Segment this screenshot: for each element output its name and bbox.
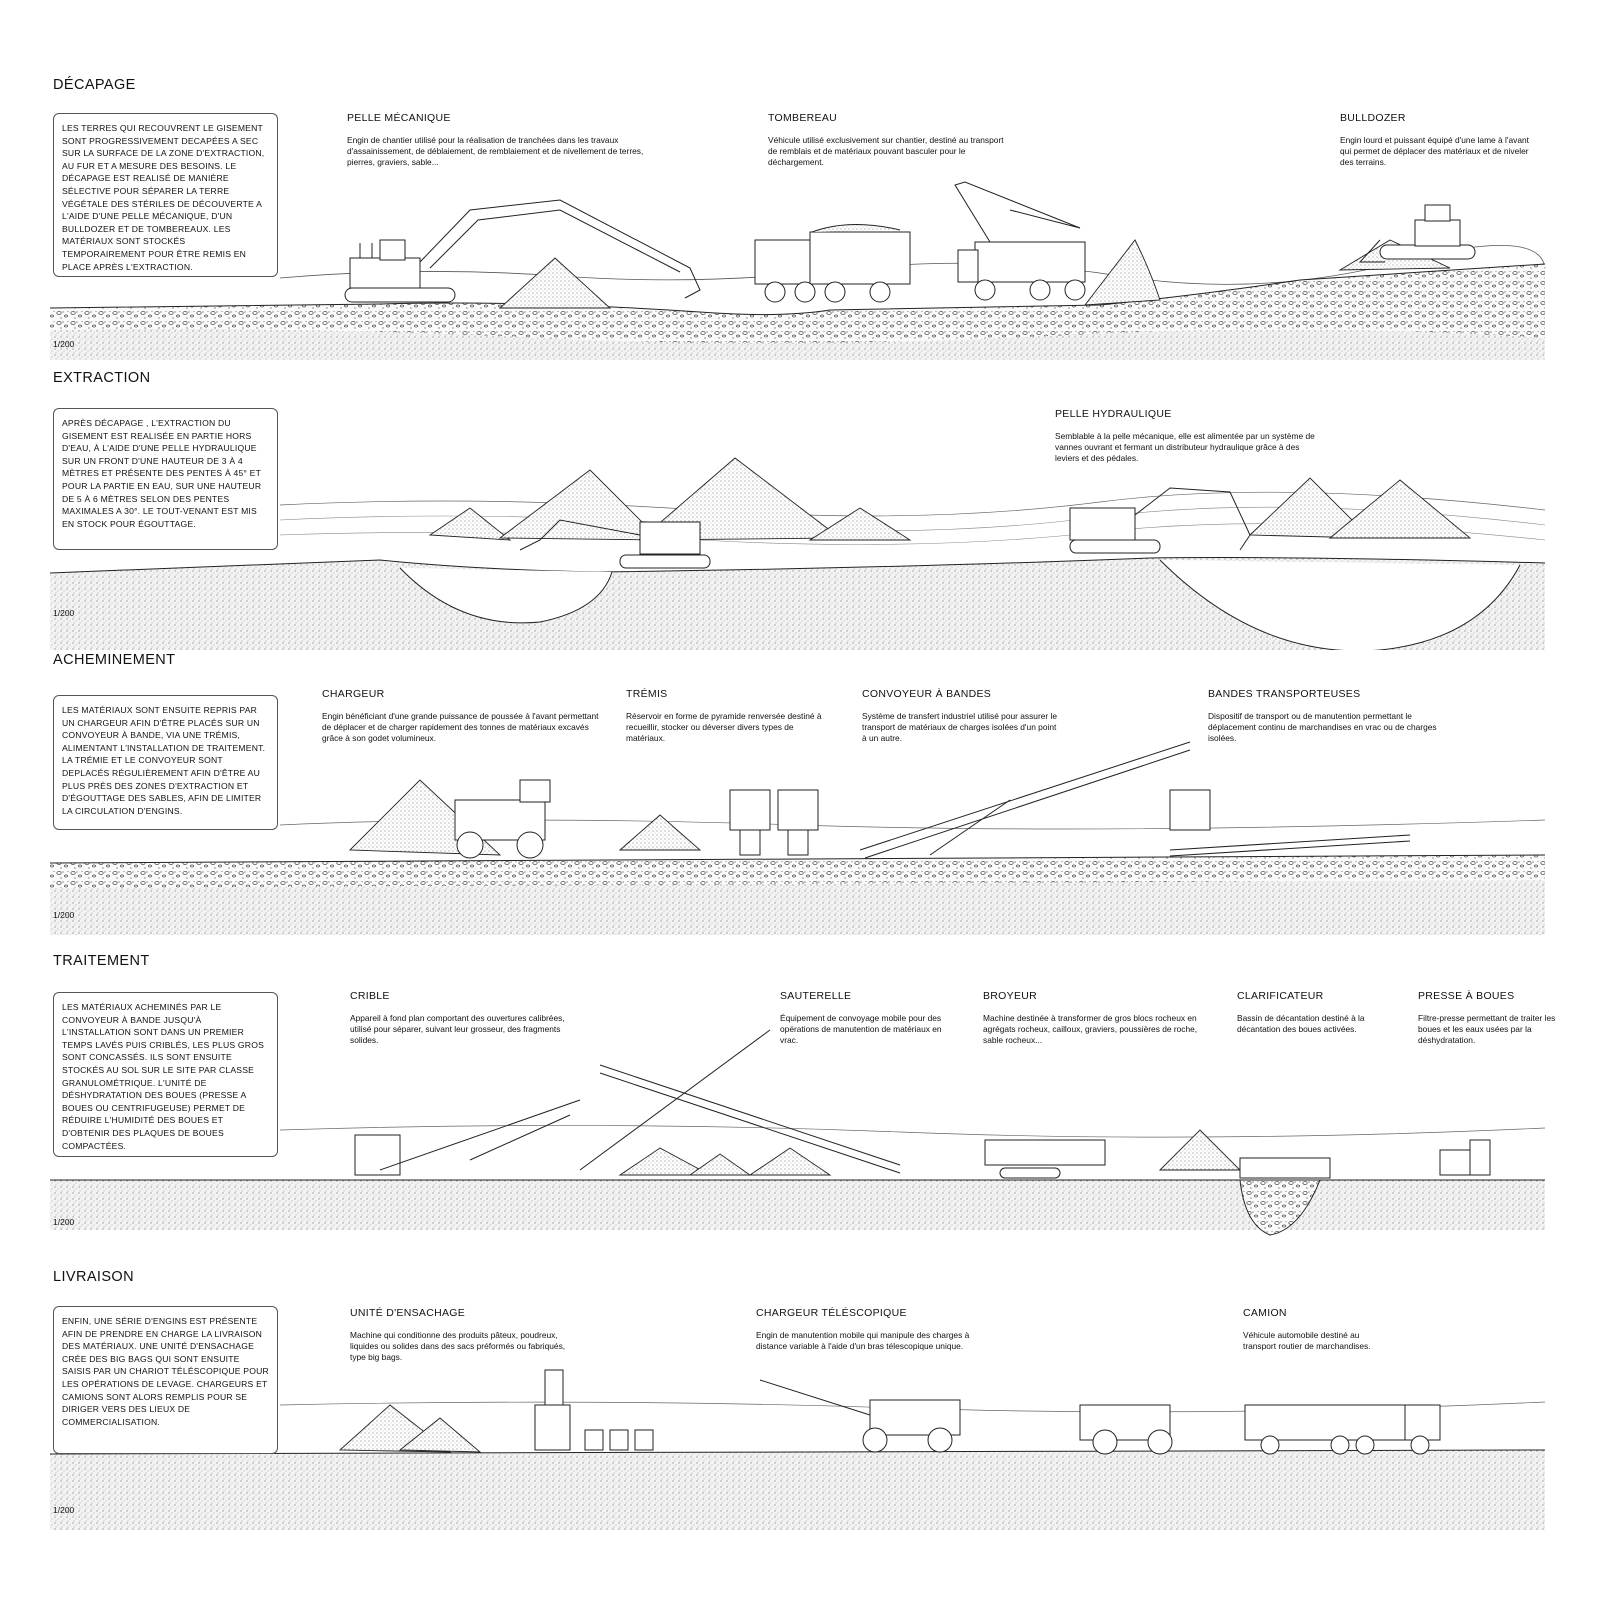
machine-description: Machine qui conditionne des produits pâteux, poudreux, liquides ou solides dans des sacs préformés ou fabriqués, type big bags. bbox=[350, 1330, 566, 1362]
machine-bulldozer bbox=[1340, 112, 1540, 168]
conveyor-drawing bbox=[860, 742, 1190, 858]
machine-chargeur bbox=[322, 688, 607, 744]
machine-broyeur bbox=[983, 990, 1198, 1046]
machine-title: CHARGEUR TÉLÉSCOPIQUE bbox=[756, 1307, 907, 1319]
machine-description: Réservoir en forme de pyramide renversée destiné à recueillir, stocker ou déverser divers types de matériaux. bbox=[626, 711, 822, 743]
machine-bandes-transporteuses bbox=[1208, 688, 1438, 744]
dump-truck-drawing bbox=[755, 224, 910, 302]
section-title: TRAITEMENT bbox=[53, 953, 150, 969]
section-livraison bbox=[0, 1240, 1600, 1600]
stacker-drawing bbox=[580, 1030, 900, 1173]
machine-description: Véhicule utilisé exclusivement sur chantier, destiné au transport de remblais et de matériaux pouvant basculer pour le déchargement. bbox=[768, 135, 1004, 167]
machine-unite-d-ensachage bbox=[350, 1307, 580, 1363]
machine-title: PELLE MÉCANIQUE bbox=[347, 112, 451, 124]
machine-title: BANDES TRANSPORTEUSES bbox=[1208, 688, 1361, 700]
section-title: DÉCAPAGE bbox=[53, 77, 136, 93]
truck-drawing bbox=[1245, 1405, 1440, 1454]
section-intro: LES MATÉRIAUX ACHEMINÉS PAR LE CONVOYEUR À BANDE JUSQU'À L'INSTALLATION SONT DANS UN PREMIER TEMPS LAVÉS PUIS CRIBLÉS, LES PLUS GROS SONT CONCASSÉS. ILS SONT ENSUITE STOCKÉS AU SOL SUR LE SITE PAR CLASSE GRANULOMÉTRIQUE. L'UNITÉ DE DÉSHYDRATATION DES BOUES (PRESSE A BOUES OU CENTRIFUGEUSE) PERMET DE RÉDUIRE L'HUMIDITÉ DES BOUES ET D'OBTENIR DES PLAQUES DE BOUES COMPACTÉES. bbox=[53, 992, 278, 1157]
section-intro: LES MATÉRIAUX SONT ENSUITE REPRIS PAR UN CHARGEUR AFIN D'ÊTRE PLACÉS SUR UN CONVOYEUR À BANDE, VIA UNE TRÉMIS, ALIMENTANT L'INSTALLATION DE TRAITEMENT. LA TRÉMIE ET LE CONVOYEUR SONT DEPLACÉS RÉGULIÈREMENT AFIN D'ÊTRE AU PLUS PRÈS DES ZONES D'EXTRACTION ET D'ÉGOUTTAGE DES SABLES, AFIN DE LIMITER LA CIRCULATION D'ENGINS. bbox=[53, 695, 278, 830]
machine-title: BROYEUR bbox=[983, 990, 1038, 1002]
machine-description: Bassin de décantation destiné à la décantation des boues activées. bbox=[1237, 1013, 1365, 1034]
section-title: LIVRAISON bbox=[53, 1269, 134, 1285]
machine-pelle-hydraulique bbox=[1055, 408, 1325, 464]
excavator-drawing bbox=[345, 200, 700, 302]
machine-title: UNITÉ D'ENSACHAGE bbox=[350, 1307, 466, 1319]
scale-label: 1/200 bbox=[53, 910, 75, 920]
machine-title: TRÉMIS bbox=[626, 688, 668, 700]
machine-chargeur-telescopique bbox=[756, 1307, 976, 1352]
crusher-drawing bbox=[985, 1140, 1105, 1178]
machine-description: Filtre-presse permettant de traiter les boues et les eaux usées par la déshydratation. bbox=[1418, 1013, 1556, 1045]
machine-title: CONVOYEUR À BANDES bbox=[862, 688, 992, 700]
machine-pelle-mecanique bbox=[347, 112, 647, 168]
machine-tremis bbox=[626, 688, 826, 744]
machine-title: CAMION bbox=[1243, 1307, 1287, 1319]
machine-crible bbox=[350, 990, 570, 1046]
machine-description: Appareil à fond plan comportant des ouvertures calibrées, utilisé pour séparer, suivant leur grosseur, des fragments solides. bbox=[350, 1013, 565, 1045]
machine-description: Engin lourd et puissant équipé d'une lame à l'avant qui permet de déplacer des matériaux et de niveler des terrains. bbox=[1340, 135, 1529, 167]
machine-title: CRIBLE bbox=[350, 990, 390, 1002]
section-traitement bbox=[0, 940, 1600, 1240]
hydraulic-excavator-drawing-2 bbox=[1070, 488, 1250, 553]
machine-description: Dispositif de transport ou de manutention permettant le déplacement continu de marchandises en vrac ou de charges isolées. bbox=[1208, 711, 1437, 743]
loader-truck-drawing bbox=[1080, 1405, 1172, 1454]
machine-title: TOMBEREAU bbox=[768, 112, 838, 124]
machine-sauterelle bbox=[780, 990, 960, 1046]
machine-title: SAUTERELLE bbox=[780, 990, 852, 1002]
section-title: ACHEMINEMENT bbox=[53, 652, 176, 668]
section-extraction bbox=[0, 360, 1600, 650]
machine-tombereau bbox=[768, 112, 1008, 168]
machine-camion bbox=[1243, 1307, 1393, 1352]
scale-label: 1/200 bbox=[53, 608, 75, 618]
machine-description: Équipement de convoyage mobile pour des opérations de manutention de matériaux en vrac. bbox=[780, 1013, 942, 1045]
machine-description: Véhicule automobile destiné au transport routier de marchandises. bbox=[1243, 1330, 1371, 1351]
telescopic-loader-drawing bbox=[760, 1380, 960, 1452]
hopper-drawing bbox=[730, 790, 818, 855]
clarifier-drawing bbox=[1240, 1158, 1330, 1178]
machine-title: PRESSE À BOUES bbox=[1418, 990, 1515, 1002]
machine-title: CHARGEUR bbox=[322, 688, 385, 700]
machine-convoyeur-a-bandes bbox=[862, 688, 1062, 744]
machine-title: CLARIFICATEUR bbox=[1237, 990, 1324, 1002]
machine-description: Engin de manutention mobile qui manipule des charges à distance variable à l'aide d'un bras télescopique unique. bbox=[756, 1330, 970, 1351]
section-title: EXTRACTION bbox=[53, 370, 151, 386]
machine-description: Engin bénéficiant d'une grande puissance de poussée à l'avant permettant de déplacer et de charger rapidement des tonnes de matériaux excavés grâce à son godet volumineux. bbox=[322, 711, 599, 743]
section-decapage bbox=[0, 0, 1600, 360]
loader-drawing bbox=[455, 780, 550, 858]
bagging-unit-drawing bbox=[535, 1370, 653, 1450]
screen-drawing bbox=[355, 1100, 580, 1175]
scale-label: 1/200 bbox=[53, 339, 75, 349]
belt-conveyor-drawing bbox=[1170, 790, 1410, 856]
filter-press-drawing bbox=[1440, 1140, 1490, 1175]
scale-label: 1/200 bbox=[53, 1217, 75, 1227]
crane-truck-drawing bbox=[955, 182, 1085, 300]
machine-description: Semblable à la pelle mécanique, elle est alimentée par un système de vannes ouvrant et fermant un distributeur hydraulique grâce à des leviers et des pédales. bbox=[1055, 431, 1315, 463]
machine-title: PELLE HYDRAULIQUE bbox=[1055, 408, 1172, 420]
section-intro: APRÈS DÉCAPAGE , L'EXTRACTION DU GISEMENT EST REALISÉE EN PARTIE HORS D'EAU, À L'AIDE D'UNE PELLE HYDRAULIQUE SUR UN FRONT D'UNE HAUTEUR DE 3 À 4 MÈTRES ET PRÉSENTE DES PENTES À 45° ET POUR LA PARTIE EN EAU, SUR UNE HAUTEUR DE 5 À 6 MÈTRES SELON DES PENTES MAXIMALES A 30°. LE TOUT-VENANT EST MIS EN STOCK POUR ÉGOUTTAGE. bbox=[53, 408, 278, 550]
machine-description: Système de transfert industriel utilisé pour assurer le transport de matériaux de charges isolées d'un point à un autre. bbox=[862, 711, 1058, 743]
section-intro: ENFIN, UNE SÉRIE D'ENGINS EST PRÉSENTE AFIN DE PRENDRE EN CHARGE LA LIVRAISON DES MATÉRIAUX. UNE UNITÉ D'ENSACHAGE CRÉE DES BIG BAGS QUI SONT ENSUITE SAISIS PAR UN CHARIOT TÉLÉSCOPIQUE POUR LES OPÉRATIONS DE LEVAGE. CHARGEURS ET CAMIONS SONT ALORS REMPLIS POUR SE DIRIGER VERS DES LIEUX DE COMMERCIALISATION. bbox=[53, 1306, 278, 1454]
machine-description: Machine destinée à transformer de gros blocs rocheux en agrégats rocheux, cailloux, graviers, poussières de roche, sable rocheux... bbox=[983, 1013, 1198, 1045]
section-acheminement bbox=[0, 650, 1600, 940]
machine-description: Engin de chantier utilisé pour la réalisation de tranchées dans les travaux d'assainissement, de déblaiement, de remblaiement et de nivellement de terres, pierres, graviers, sable... bbox=[347, 135, 644, 167]
scale-label: 1/200 bbox=[53, 1505, 75, 1515]
machine-clarificateur bbox=[1237, 990, 1387, 1035]
machine-title: BULLDOZER bbox=[1340, 112, 1406, 124]
section-intro: LES TERRES QUI RECOUVRENT LE GISEMENT SONT PROGRESSIVEMENT DECAPÉES A SEC SUR LA SURFACE DE LA ZONE D'EXTRACTION, AU FUR ET A MESURE DES BESOINS. LE DÉCAPAGE EST REALISÉ DE MANIÈRE SÉLECTIVE POUR SÉPARER LA TERRE VÉGÉTALE DES STÉRILES DE DÉCOUVERTE A L'AIDE D'UNE PELLE MÉCANIQUE, D'UN BULLDOZER ET DE TOMBEREAUX. LES MATÉRIAUX SONT STOCKÉS TEMPORAIREMENT POUR ÊTRE REMIS EN PLACE APRÈS L'EXTRACTION. bbox=[53, 113, 278, 277]
machine-presse-a-boues bbox=[1418, 990, 1558, 1046]
